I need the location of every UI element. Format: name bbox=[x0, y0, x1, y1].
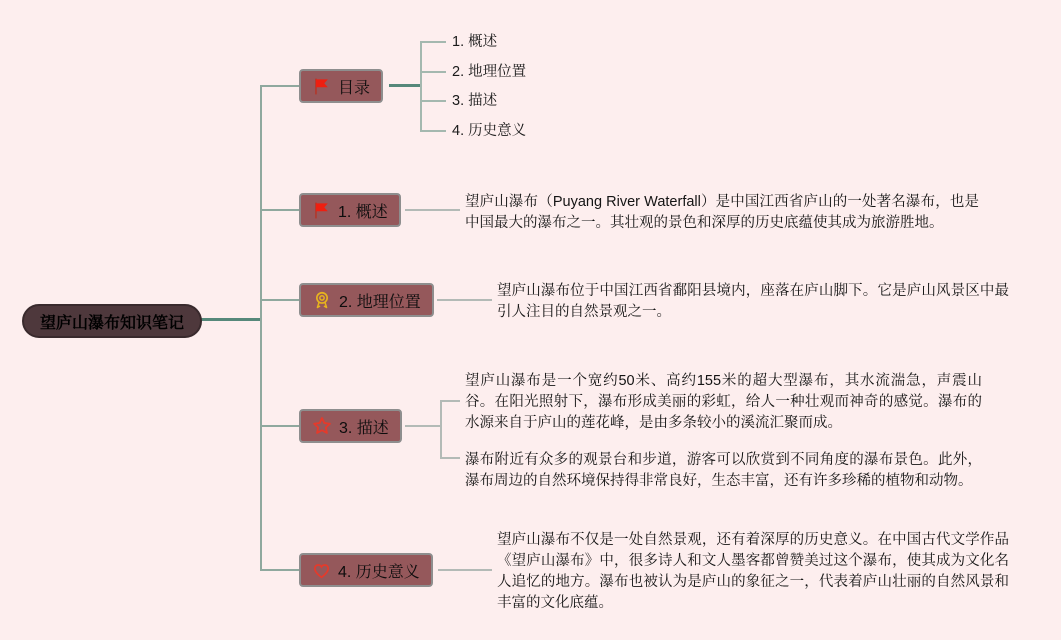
location-text[interactable]: 望庐山瀑布位于中国江西省鄱阳县境内，座落在庐山脚下。它是庐山风景区中最引人注目的自然景观之一。 bbox=[497, 283, 1009, 320]
desc-text-1[interactable]: 望庐山瀑布是一个宽约50米、高约155米的超大型瀑布，其水流湍急，声震山谷。在阳光照射下，瀑布形成美丽的彩虹，给人一种壮观而神奇的感觉。瀑布的水源来自于庐山的莲花峰，是由多条较小的溪流汇聚而成。 bbox=[465, 373, 982, 431]
connector-to-toc bbox=[262, 85, 299, 87]
connector-toc-item-3 bbox=[422, 100, 446, 102]
node-toc-label: 目录 bbox=[338, 79, 371, 97]
node-desc[interactable] bbox=[299, 409, 402, 443]
toc-item-4[interactable]: 4. 历史意义 bbox=[452, 123, 527, 139]
node-overview-label: 1. 概述 bbox=[338, 203, 388, 221]
connector-root-to-trunk bbox=[200, 318, 261, 321]
connector-history-text bbox=[438, 569, 492, 571]
root-node-label: 望庐山瀑布知识笔记 bbox=[40, 314, 185, 332]
desc-text-2[interactable]: 瀑布附近有众多的观景台和步道，游客可以欣赏到不同角度的瀑布景色。此外，瀑布周边的自然环境保持得非常良好，生态丰富，还有许多珍稀的植物和动物。 bbox=[465, 452, 982, 489]
gold-medal-icon bbox=[312, 290, 332, 310]
connector-to-history bbox=[262, 569, 299, 571]
connector-to-location bbox=[262, 299, 299, 301]
connector-desc-out bbox=[405, 425, 441, 427]
connector-desc-text-2 bbox=[442, 457, 460, 459]
connector-trunk-vertical bbox=[260, 85, 262, 571]
connector-location-text bbox=[437, 299, 492, 301]
connector-to-desc bbox=[262, 425, 299, 427]
node-toc[interactable] bbox=[299, 69, 383, 103]
red-flag-icon bbox=[312, 201, 331, 220]
connector-to-overview bbox=[262, 209, 299, 211]
node-history-label: 4. 历史意义 bbox=[338, 563, 420, 581]
connector-overview-text bbox=[405, 209, 460, 211]
root-node[interactable] bbox=[22, 304, 202, 338]
red-flag-icon bbox=[312, 77, 331, 96]
connector-toc-item-2 bbox=[422, 71, 446, 73]
connector-toc-out bbox=[389, 84, 420, 87]
connector-desc-bracket bbox=[440, 400, 442, 459]
node-location-label: 2. 地理位置 bbox=[339, 293, 421, 311]
toc-item-2[interactable]: 2. 地理位置 bbox=[452, 64, 527, 80]
node-history[interactable] bbox=[299, 553, 433, 587]
connector-toc-item-4 bbox=[422, 130, 446, 132]
red-heart-icon bbox=[312, 561, 331, 580]
node-location[interactable] bbox=[299, 283, 434, 317]
node-desc-label: 3. 描述 bbox=[339, 419, 389, 437]
node-overview[interactable] bbox=[299, 193, 401, 227]
connector-toc-item-1 bbox=[422, 41, 446, 43]
connector-desc-text-1 bbox=[442, 400, 460, 402]
overview-text[interactable]: 望庐山瀑布（Puyang River Waterfall）是中国江西省庐山的一处著名瀑布，也是中国最大的瀑布之一。其壮观的景色和深厚的历史底蕴使其成为旅游胜地。 bbox=[465, 194, 979, 231]
history-text[interactable]: 望庐山瀑布不仅是一处自然景观，还有着深厚的历史意义。在中国古代文学作品《望庐山瀑布》中，很多诗人和文人墨客都曾赞美过这个瀑布，使其成为文化名人追忆的地方。瀑布也被认为是庐山的象征之一，代表着庐山壮丽的自然风景和丰富的文化底蕴。 bbox=[497, 532, 1009, 611]
connector-toc-vertical bbox=[420, 41, 422, 132]
red-star-icon bbox=[312, 416, 332, 436]
toc-item-3[interactable]: 3. 描述 bbox=[452, 93, 498, 109]
toc-item-1[interactable]: 1. 概述 bbox=[452, 34, 498, 50]
